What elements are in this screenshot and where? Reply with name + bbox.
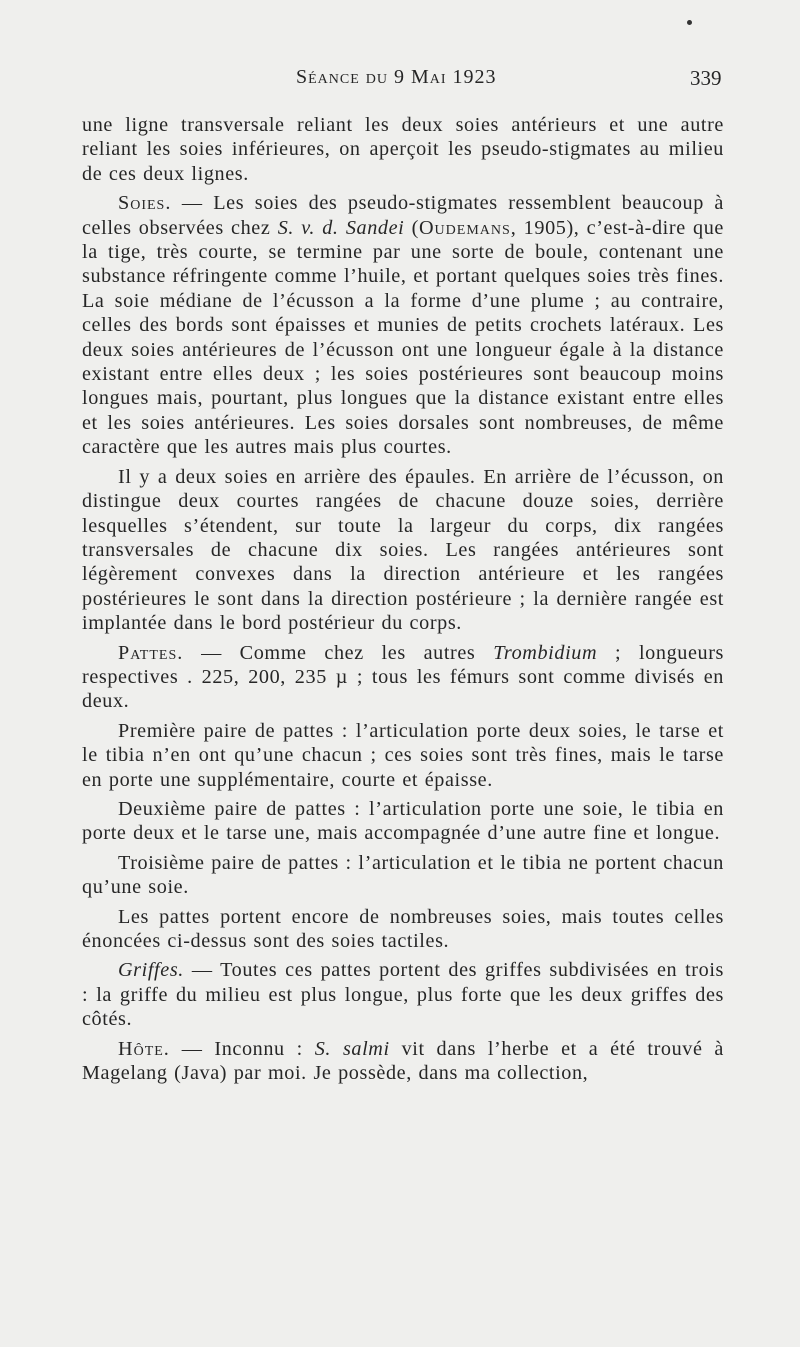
small-caps-heading: Pattes. (118, 641, 184, 664)
print-speck (687, 20, 692, 25)
italic-term: S. v. d. Sandei (277, 216, 405, 239)
text-run: Deuxième paire de pattes : l’articulation porte une soie, le tibia en porte deux et le tarse une, mais accompagnée d’une autre fine et longue. (82, 797, 724, 845)
text-run: Première paire de pattes : l’articulation porte deux soies, le tarse et le tibia n’en ont qu’une chacun ; ces soies sont très fines, mais le tarse en porte une supplémentaire, courte et épaisse. (82, 719, 724, 791)
paragraph (82, 1037, 724, 1086)
running-head: Séance du 9 Mai 1923 (296, 66, 497, 88)
text-run: vit dans l’herbe et a été trouvé à Magelang (Java) par moi. Je possède, dans ma collection, (82, 1037, 724, 1085)
italic-term: S. salmi (314, 1037, 390, 1060)
text-run: — Comme chez les autres (183, 641, 494, 664)
paragraph (82, 958, 724, 1031)
paragraph (82, 465, 724, 636)
text-run: — Les soies des pseudo-stigmates ressemblent beaucoup à celles observées chez (82, 192, 724, 239)
paragraph (82, 797, 724, 846)
paragraph (82, 113, 724, 186)
text-run: Il y a deux soies en arrière des épaules. En arrière de l’écusson, on distingue deux courtes rangées de chacune douze soies, derrière lesquelles s’étendent, sur toute la largeur du corps, dix rangées transversales de chacune dix soies. Les rangées antérieures sont légèrement convexes dans la direction antérieure et les rangées postérieures le sont dans la direction postérieure ; la dernière rangée est implantée dans le bord postérieur du corps. (82, 465, 724, 635)
text-run: ( (404, 216, 419, 239)
paragraph (82, 905, 724, 954)
body-text (82, 113, 724, 1090)
paragraph (82, 191, 724, 459)
italic-term: Griffes. (118, 959, 184, 982)
small-caps-heading: Hôte. (118, 1037, 170, 1060)
small-caps-heading: Soies. (118, 192, 172, 215)
text-run: Troisième paire de pattes : l’articulation et le tibia ne portent chacun qu’une soie. (82, 851, 724, 899)
text-run: , 1905), c’est-à-dire que la tige, très courte, se termine par une sorte de boule, contenant une substance réfringente comme l’huile, et portant quelques soies très fines. La soie médiane de l’écusson a la forme d’une plume ; au contraire, celles des bords sont épaisses et munies de petits crochets latéraux. Les deux soies antérieures de l’écusson ont une longueur égale à la distance existant entre elles deux ; les soies postérieures sont beaucoup moins longues mais, pourtant, plus longues que la distance existant entre elles et les soies antérieures. Les soies dorsales sont nombreuses, de même caractère que les autres mais plus courtes. (82, 216, 724, 459)
text-run: ; longueurs respectives . 225, 200, 235 µ ; tous les fémurs sont comme divisés en deux. (82, 641, 724, 713)
page-header (0, 66, 800, 98)
italic-term: Trombidium (493, 641, 598, 664)
text-run: Les pattes portent encore de nombreuses soies, mais toutes celles énoncées ci-dessus sont des soies tactiles. (82, 905, 724, 952)
small-caps-heading: Oudemans (418, 216, 511, 239)
paragraph (82, 641, 724, 714)
paragraph (82, 719, 724, 792)
page-number: 339 (690, 66, 722, 90)
paragraph (82, 851, 724, 900)
text-run: — Toutes ces pattes portent des griffes subdivisées en trois : la griffe du milieu est plus longue, plus forte que les deux griffes des côtés. (82, 959, 724, 1031)
text-run: une ligne transversale reliant les deux soies antérieurs et une autre reliant les soies inférieures, on aperçoit les pseudo-stigmates au milieu de ces deux lignes. (82, 114, 724, 185)
text-run: — Inconnu : (169, 1037, 315, 1060)
